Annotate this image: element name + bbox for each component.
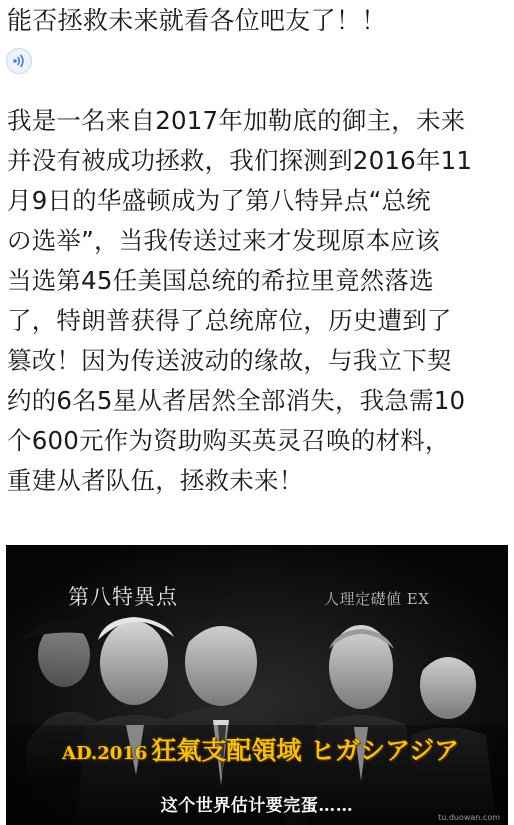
body-line: の选举”，当我传送过来才发现原本应该 bbox=[7, 226, 440, 255]
audio-play-button[interactable] bbox=[6, 48, 32, 74]
meme-banner bbox=[62, 731, 459, 767]
meme-subtitle: 这个世界估计要完蛋…… bbox=[160, 796, 354, 816]
banner-title: 狂氣支配領域 ヒガシアジア bbox=[151, 736, 460, 765]
post-body bbox=[7, 101, 507, 501]
body-line: 篡改！因为传送波动的缘故，与我立下契 bbox=[7, 346, 452, 375]
body-line: 约的6名5星从者居然全部消失，我急需10 bbox=[7, 386, 466, 415]
banner-year: AD.2016 bbox=[62, 743, 148, 764]
body-line: 月9日的华盛顿成为了第八特异点“总统 bbox=[7, 186, 431, 215]
meme-label-foundation-value: 人理定礎値 EX bbox=[324, 590, 430, 608]
body-line: 个600元作为资助购买英灵召唤的材料， bbox=[7, 426, 450, 455]
meme-label-singularity: 第八特異点 bbox=[68, 585, 178, 609]
meme-image[interactable] bbox=[6, 545, 508, 825]
post-title: 能否拯救未来就看各位吧友了！！ bbox=[7, 6, 387, 35]
body-line: 并没有被成功拯救，我们探测到2016年11 bbox=[7, 146, 473, 175]
body-line: 重建从者队伍，拯救未来！ bbox=[7, 466, 304, 495]
watermark: tu.duowan.com bbox=[438, 813, 500, 822]
body-line: 了，特朗普获得了总统席位，历史遭到了 bbox=[7, 306, 452, 335]
body-line: 当选第45任美国总统的希拉里竟然落选 bbox=[7, 266, 434, 295]
body-line: 我是一名来自2017年加勒底的御主，未来 bbox=[7, 106, 466, 135]
speaker-icon bbox=[10, 52, 28, 70]
